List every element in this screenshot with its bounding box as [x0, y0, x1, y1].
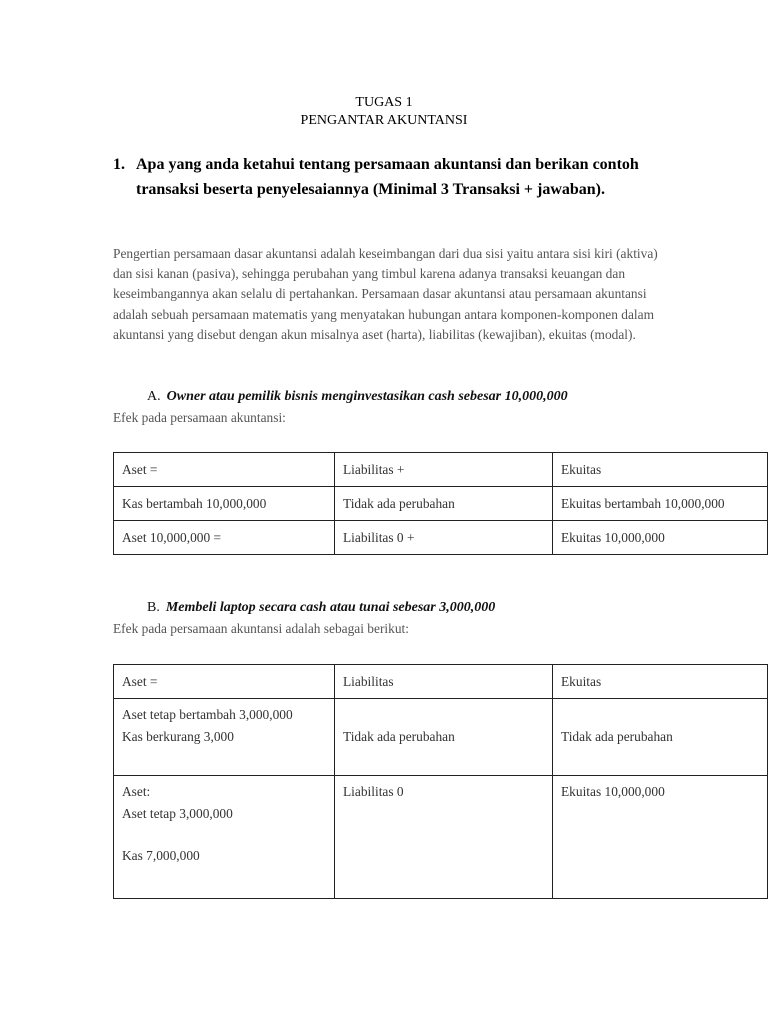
cell-line: Aset:: [122, 784, 151, 799]
table-cell: Ekuitas 10,000,000: [553, 521, 768, 555]
title-line-2: PENGANTAR AKUNTANSI: [300, 113, 468, 128]
section-b-heading: [147, 600, 495, 616]
table-cell: [114, 699, 335, 776]
table-row: [114, 521, 768, 555]
section-a-letter: A.: [147, 389, 161, 404]
table-row: [114, 665, 768, 699]
section-a-title: Owner atau pemilik bisnis menginvestasikan cash sebesar 10,000,000: [166, 389, 568, 404]
table-row: [114, 487, 768, 521]
table-cell: Aset =: [114, 453, 335, 487]
table-row: [114, 453, 768, 487]
question-number: 1.: [113, 156, 125, 173]
table-a: [113, 452, 768, 555]
table-cell: Liabilitas +: [335, 453, 553, 487]
table-cell: Ekuitas: [553, 453, 768, 487]
cell-line: Aset tetap 3,000,000: [122, 806, 233, 821]
table-row: [114, 699, 768, 776]
title-line-1: TUGAS 1: [355, 95, 413, 110]
section-b-letter: B.: [147, 600, 160, 615]
table-cell: Tidak ada perubahan: [335, 699, 553, 776]
table-cell: Ekuitas: [553, 665, 768, 699]
table-cell: Liabilitas: [335, 665, 553, 699]
table-cell: Ekuitas 10,000,000: [553, 776, 768, 899]
cell-line: Aset tetap bertambah 3,000,000: [122, 707, 293, 722]
table-b: [113, 664, 768, 899]
table-cell: Liabilitas 0: [335, 776, 553, 899]
table-cell: Liabilitas 0 +: [335, 521, 553, 555]
question-heading: [113, 152, 653, 202]
table-cell: Tidak ada perubahan: [553, 699, 768, 776]
table-cell: Aset 10,000,000 =: [114, 521, 335, 555]
section-a-heading: [147, 389, 568, 405]
table-cell: Tidak ada perubahan: [335, 487, 553, 521]
table-cell: [114, 776, 335, 899]
table-cell: Kas bertambah 10,000,000: [114, 487, 335, 521]
section-a-effect: Efek pada persamaan akuntansi:: [113, 410, 286, 425]
question-text: Apa yang anda ketahui tentang persamaan akuntansi dan berikan contoh transaksi beserta penyelesaiannya (Minimal 3 Transaksi + jawaban).: [136, 156, 639, 198]
cell-line: Kas 7,000,000: [122, 848, 200, 863]
cell-line: Kas berkurang 3,000: [122, 729, 234, 744]
section-b-effect: Efek pada persamaan akuntansi adalah sebagai berikut:: [113, 621, 409, 636]
table-cell: Ekuitas bertambah 10,000,000: [553, 487, 768, 521]
definition-paragraph: Pengertian persamaan dasar akuntansi adalah keseimbangan dari dua sisi yaitu antara sisi kiri (aktiva) dan sisi kanan (pasiva), sehingga perubahan yang timbul karena adanya transaksi keuangan dan keseimbangannya akan selalu di pertahankan. Persamaan dasar akuntansi atau persamaan akuntansi adalah sebuah persamaan matematis yang menyatakan hubungan antara komponen-komponen dalam akuntansi yang disebut dengan akun misalnya aset (harta), liabilitas (kewajiban), ekuitas (modal).: [113, 246, 658, 342]
table-cell: Aset =: [114, 665, 335, 699]
table-row: [114, 776, 768, 899]
section-b-title: Membeli laptop secara cash atau tunai sebesar 3,000,000: [165, 600, 496, 615]
document-title: [0, 94, 768, 130]
